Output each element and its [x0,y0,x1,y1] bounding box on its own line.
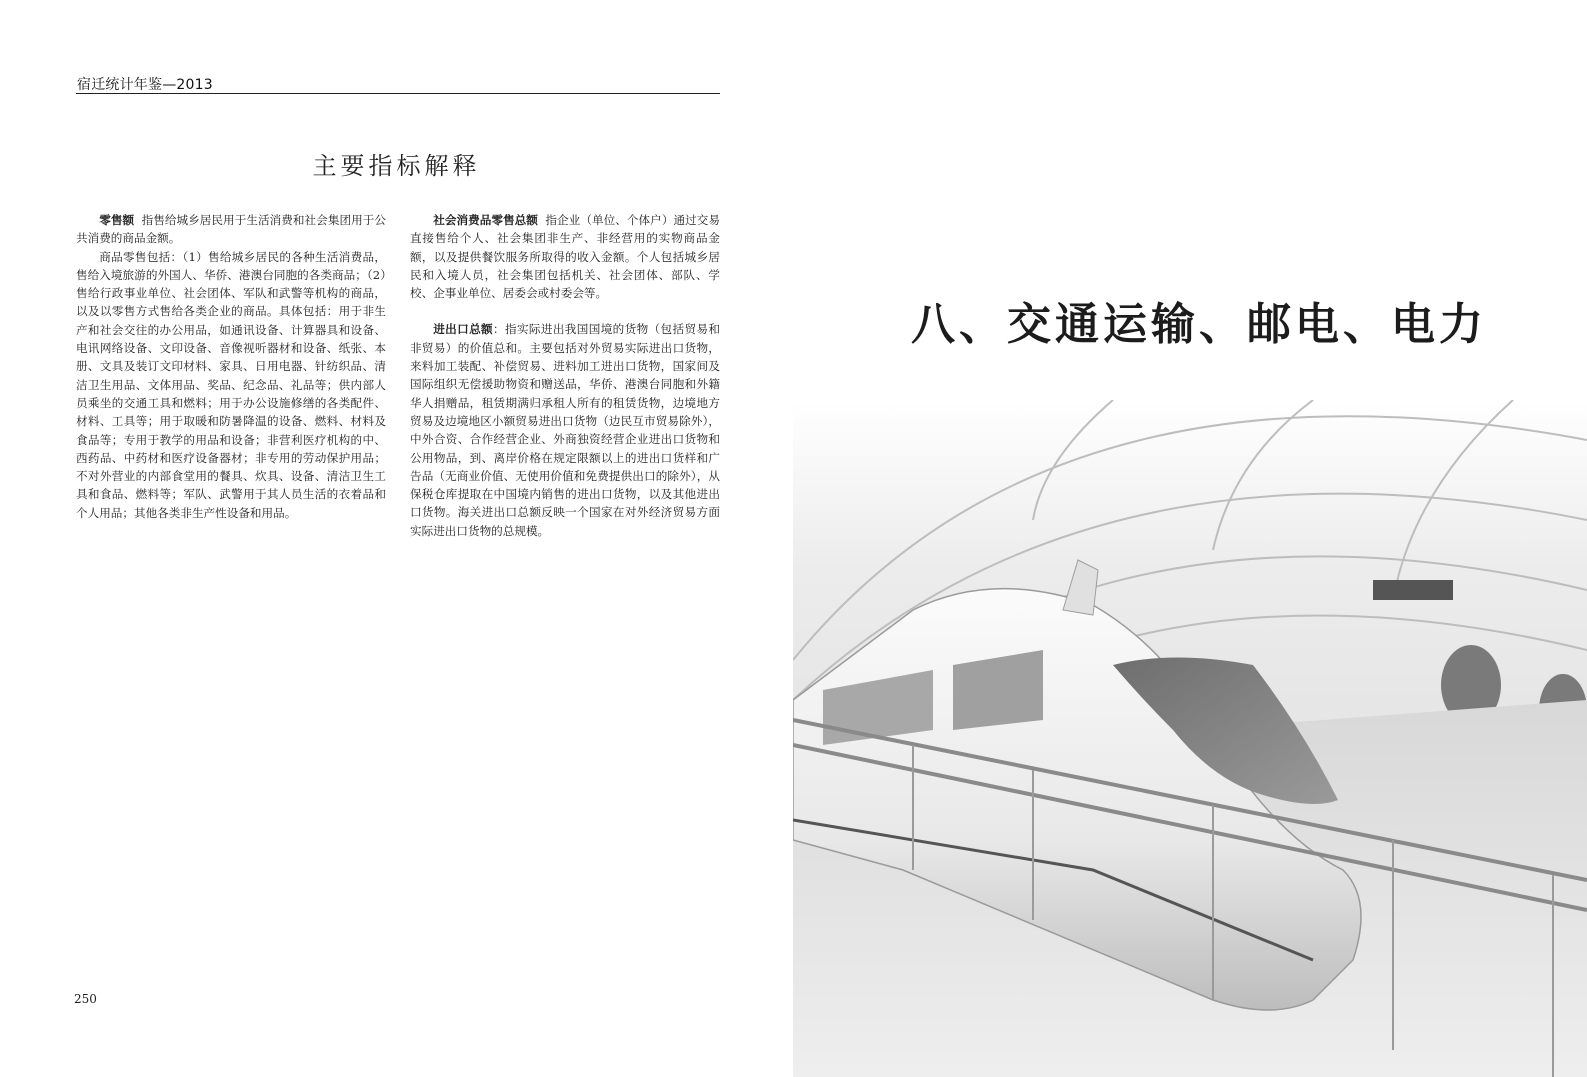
chapter-title: 八、交通运输、邮电、电力 [911,299,1487,350]
definition-total-retail: 指企业（单位、个体户）通过交易直接售给个人、社会集团非生产、非经营用的实物商品金额，以及提供餐饮服务所取得的收入金额。个人包括城乡居民和入境人员，社会集团包括机关、社会团体、部队、学校、企事业单位、居委会或村委会等。 [410,213,720,301]
paragraph-total-retail [410,211,720,302]
paragraph-import-export [410,320,720,540]
text-column-left [76,211,386,522]
definition-retail-sales: 指售给城乡居民用于生活消费和社会集团用于公共消费的商品金额。 [76,213,386,246]
left-page [0,0,793,1077]
definition-import-export: ：指实际进出我国国境的货物（包括贸易和非贸易）的价值总和。主要包括对外贸易实际进出口货物，来料加工装配、补偿贸易、进料加工进出口货物，国家间及国际组织无偿援助物资和赠送品，华侨、港澳台同胞和外籍华人捐赠品，租赁期满归承租人所有的租赁货物，边境地方贸易及边境地区小额贸易进出口货物（边民互市贸易除外），中外合资、合作经营企业、外商独资经营企业进出口货物和公用物品，到、离岸价格在规定限额以上的进出口货样和广告品（无商业价值、无使用价值和免费提供出口的除外），从保税仓库提取在中国境内销售的进出口货物，以及其他进出口货物。海关进出口总额反映一个国家在对外经济贸易方面实际进出口货物的总规模。 [410,322,720,538]
page-number: 250 [74,992,97,1006]
term-import-export: 进出口总额 [433,322,494,337]
paragraph-retail-sales [76,211,386,248]
header-rule [76,93,720,94]
maglev-train-photo [793,400,1587,1077]
right-page [793,0,1587,1077]
section-title: 主要指标解释 [312,152,481,181]
term-total-retail: 社会消费品零售总额 [433,213,538,227]
term-retail-sales: 零售额 [99,213,135,227]
running-header: 宿迁统计年鉴—2013 [77,77,213,93]
text-column-right [410,211,720,540]
paragraph-retail-scope: 商品零售包括：（1）售给城乡居民的各种生活消费品，售给入境旅游的外国人、华侨、港澳台同胞的各类商品；（2）售给行政事业单位、社会团体、军队和武警等机构的商品，以及以零售方式售给各类企业的商品。具体包括：用于非生产和社会交往的办公用品，如通讯设备、计算器具和设备、电讯网络设备、文印设备、音像视听器材和设备、纸张、本册、文具及装订文印材料、家具、日用电器、针纺织品、清洁卫生用品、文体用品、奖品、纪念品、礼品等；供内部人员乘坐的交通工具和燃料；用于办公设施修缮的各类配件、材料、工具等；用于取暖和防暑降温的设备、燃料、材料及食品等；专用于教学的用品和设备；非营利医疗机构的中、西药品、中药材和医疗设备器材；非专用的劳动保护用品；不对外营业的内部食堂用的餐具、炊具、设备、清洁卫生工具和食品、燃料等；军队、武警用于其人员生活的衣着品和个人用品；其他各类非生产性设备和用品。 [76,249,386,520]
